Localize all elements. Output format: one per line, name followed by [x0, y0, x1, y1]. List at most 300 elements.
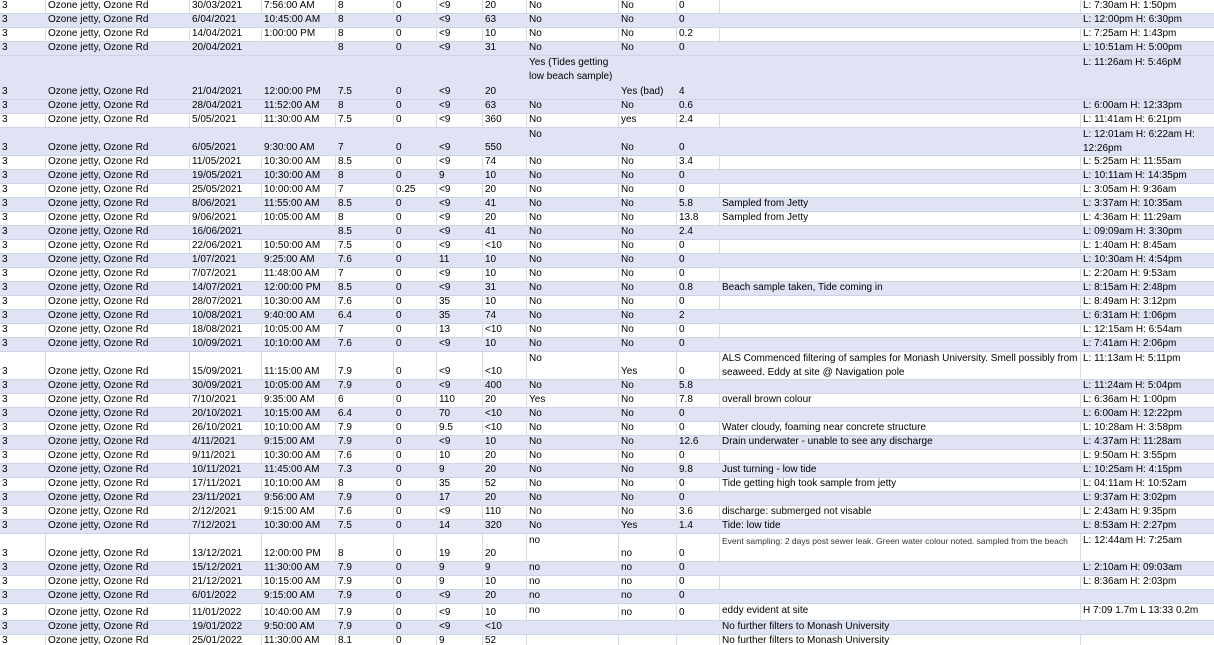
comments-cell[interactable]: discharge: submerged not visable	[722, 506, 872, 517]
table-row[interactable]	[0, 576, 1214, 590]
ph-cell[interactable]: 8.5	[338, 156, 352, 167]
ph-cell[interactable]: 7.6	[338, 450, 352, 461]
ecoli-cell[interactable]: <9	[439, 268, 451, 279]
rainfall-mm-cell[interactable]: 4	[679, 86, 685, 97]
ecoli-cell[interactable]: <9	[439, 366, 451, 377]
tide-cell[interactable]: L: 10:25am H: 4:15pm	[1083, 464, 1182, 475]
site-name-cell[interactable]: Ozone jetty, Ozone Rd	[48, 310, 149, 321]
ph-cell[interactable]: 8.5	[338, 226, 352, 237]
odour-cell[interactable]: No	[529, 478, 542, 489]
ph-cell[interactable]: 7.9	[338, 607, 352, 618]
discolouration-cell[interactable]: No	[621, 478, 634, 489]
site-number-cell[interactable]: 3	[2, 170, 8, 181]
date-cell[interactable]: 28/04/2021	[192, 100, 243, 111]
site-name-cell[interactable]: Ozone jetty, Ozone Rd	[48, 14, 149, 25]
rainfall-mm-cell[interactable]: 0	[679, 478, 685, 489]
tide-cell[interactable]: L: 11:24am H: 5:04pm	[1083, 380, 1182, 391]
time-cell[interactable]: 11:30:00 AM	[264, 114, 320, 125]
rain-cell[interactable]: 0	[396, 338, 402, 349]
tide-cell[interactable]: L: 7:41am H: 2:06pm	[1083, 338, 1177, 349]
table-row[interactable]	[0, 450, 1214, 464]
comments-cell[interactable]: Tide: low tide	[722, 520, 781, 531]
site-number-cell[interactable]: 3	[2, 296, 8, 307]
time-cell[interactable]: 10:05:00 AM	[264, 380, 321, 391]
rain-cell[interactable]: 0	[396, 156, 402, 167]
site-name-cell[interactable]: Ozone jetty, Ozone Rd	[48, 198, 149, 209]
ecoli-cell[interactable]: 35	[439, 296, 451, 307]
rain-cell[interactable]: 0	[396, 42, 402, 53]
date-cell[interactable]: 15/12/2021	[192, 562, 243, 573]
rain-cell[interactable]: 0	[396, 450, 402, 461]
odour-cell[interactable]: no	[529, 605, 541, 616]
enterococci-cell[interactable]: 110	[485, 506, 501, 517]
ph-cell[interactable]: 7	[338, 184, 344, 195]
time-cell[interactable]: 10:10:00 AM	[264, 338, 321, 349]
site-name-cell[interactable]: Ozone jetty, Ozone Rd	[48, 324, 149, 335]
rainfall-mm-cell[interactable]: 0	[679, 492, 685, 503]
tide-cell[interactable]: L: 10:11am H: 14:35pm	[1083, 170, 1187, 181]
site-number-cell[interactable]: 3	[2, 184, 8, 195]
rainfall-mm-cell[interactable]: 0	[679, 324, 685, 335]
ecoli-cell[interactable]: 9	[439, 635, 445, 645]
site-name-cell[interactable]: Ozone jetty, Ozone Rd	[48, 184, 149, 195]
rainfall-mm-cell[interactable]: 0	[679, 607, 685, 618]
odour-cell[interactable]: No	[529, 170, 542, 181]
tide-cell[interactable]: L: 12:15am H: 6:54am	[1083, 324, 1182, 335]
rainfall-mm-cell[interactable]: 0	[679, 562, 685, 573]
date-cell[interactable]: 26/10/2021	[192, 422, 243, 433]
time-cell[interactable]: 11:30:00 AM	[264, 562, 320, 573]
date-cell[interactable]: 10/08/2021	[192, 310, 243, 321]
rain-cell[interactable]: 0	[396, 0, 402, 11]
tide-cell[interactable]: L: 6:31am H: 1:06pm	[1083, 310, 1177, 321]
rainfall-mm-cell[interactable]: 0	[679, 42, 685, 53]
rainfall-mm-cell[interactable]: 0	[679, 240, 685, 251]
rain-cell[interactable]: 0	[396, 324, 402, 335]
enterococci-cell[interactable]: 10	[485, 436, 497, 447]
table-row[interactable]	[0, 436, 1214, 450]
table-row[interactable]	[0, 422, 1214, 436]
ecoli-cell[interactable]: <9	[439, 86, 451, 97]
discolouration-cell[interactable]: no	[621, 590, 633, 601]
comments-cell[interactable]: eddy evident at site	[722, 605, 809, 616]
rain-cell[interactable]: 0	[396, 310, 402, 321]
date-cell[interactable]: 7/07/2021	[192, 268, 237, 279]
rain-cell[interactable]: 0	[396, 492, 402, 503]
rainfall-mm-cell[interactable]: 1.4	[679, 520, 693, 531]
odour-cell[interactable]: No	[529, 268, 542, 279]
rainfall-mm-cell[interactable]: 5.8	[679, 198, 693, 209]
tide-cell[interactable]: L: 7:25am H: 1:43pm	[1083, 28, 1177, 39]
time-cell[interactable]: 12:00:00 PM	[264, 282, 321, 293]
enterococci-cell[interactable]: 10	[485, 576, 497, 587]
tide-cell[interactable]: L: 5:25am H: 11:55am	[1083, 156, 1182, 167]
ecoli-cell[interactable]: 9	[439, 170, 445, 181]
ph-cell[interactable]: 8.5	[338, 282, 352, 293]
enterococci-cell[interactable]: 20	[485, 0, 497, 11]
ph-cell[interactable]: 7.9	[338, 422, 352, 433]
discolouration-cell[interactable]: No	[621, 380, 634, 391]
date-cell[interactable]: 6/05/2021	[192, 142, 237, 153]
ph-cell[interactable]: 7	[338, 324, 344, 335]
time-cell[interactable]: 11:15:00 AM	[264, 366, 320, 377]
rain-cell[interactable]: 0	[396, 506, 402, 517]
table-row[interactable]	[0, 100, 1214, 114]
odour-cell[interactable]: Yes	[529, 394, 546, 405]
table-row[interactable]	[0, 226, 1214, 240]
date-cell[interactable]: 28/07/2021	[192, 296, 243, 307]
tide-cell[interactable]: L: 8:15am H: 2:48pm	[1083, 282, 1177, 293]
site-number-cell[interactable]: 3	[2, 548, 8, 559]
enterococci-cell[interactable]: 52	[485, 478, 497, 489]
rainfall-mm-cell[interactable]: 2	[679, 310, 685, 321]
discolouration-cell[interactable]: No	[621, 198, 634, 209]
site-name-cell[interactable]: Ozone jetty, Ozone Rd	[48, 296, 149, 307]
tide-cell[interactable]: L: 09:09am H: 3:30pm	[1083, 226, 1182, 237]
tide-cell[interactable]: L: 11:41am H: 6:21pm	[1083, 114, 1182, 125]
time-cell[interactable]: 10:30:00 AM	[264, 170, 321, 181]
rain-cell[interactable]: 0.25	[396, 184, 416, 195]
site-name-cell[interactable]: Ozone jetty, Ozone Rd	[48, 226, 149, 237]
rain-cell[interactable]: 0	[396, 621, 402, 632]
ph-cell[interactable]: 7.9	[338, 436, 352, 447]
table-row[interactable]	[0, 534, 1214, 562]
table-row[interactable]	[0, 492, 1214, 506]
rain-cell[interactable]: 0	[396, 520, 402, 531]
enterococci-cell[interactable]: 52	[485, 635, 497, 645]
discolouration-cell[interactable]: No	[621, 324, 634, 335]
tide-cell[interactable]: L: 11:26am H: 5:46pM	[1083, 57, 1182, 68]
ph-cell[interactable]: 8.1	[338, 635, 352, 645]
site-name-cell[interactable]: Ozone jetty, Ozone Rd	[48, 380, 149, 391]
tide-cell[interactable]: L: 8:53am H: 2:27pm	[1083, 520, 1177, 531]
discolouration-cell[interactable]: No	[621, 156, 634, 167]
rain-cell[interactable]: 0	[396, 170, 402, 181]
ecoli-cell[interactable]: <9	[439, 0, 451, 11]
comments-cell[interactable]	[720, 128, 1081, 154]
enterococci-cell[interactable]: 10	[485, 254, 497, 265]
time-cell[interactable]: 9:15:00 AM	[264, 506, 315, 517]
table-row[interactable]	[0, 156, 1214, 170]
time-cell[interactable]: 11:55:00 AM	[264, 198, 320, 209]
site-name-cell[interactable]: Ozone jetty, Ozone Rd	[48, 548, 149, 559]
site-number-cell[interactable]: 3	[2, 324, 8, 335]
rain-cell[interactable]: 0	[396, 607, 402, 618]
ecoli-cell[interactable]: 9	[439, 464, 445, 475]
site-number-cell[interactable]: 3	[2, 240, 8, 251]
discolouration-cell[interactable]: No	[621, 212, 634, 223]
site-name-cell[interactable]: Ozone jetty, Ozone Rd	[48, 0, 149, 11]
enterococci-cell[interactable]: 31	[485, 282, 497, 293]
table-row[interactable]	[0, 56, 1214, 100]
table-row[interactable]	[0, 562, 1214, 576]
tide-cell[interactable]: L: 9:37am H: 3:02pm	[1083, 492, 1177, 503]
discolouration-cell[interactable]: No	[621, 268, 634, 279]
ph-cell[interactable]: 8	[338, 0, 344, 11]
comments-cell[interactable]: Drain underwater - unable to see any discharge	[722, 436, 933, 447]
comments-cell[interactable]: ALS Commenced filtering of samples for Monash University. Smell possibly from seaweed. Eddy at site @ Navigation pole	[722, 353, 1078, 378]
odour-cell[interactable]: No	[529, 310, 542, 321]
time-cell[interactable]: 10:30:00 AM	[264, 296, 321, 307]
site-number-cell[interactable]: 3	[2, 506, 8, 517]
comments-cell[interactable]: No further filters to Monash University	[722, 621, 890, 632]
site-name-cell[interactable]: Ozone jetty, Ozone Rd	[48, 590, 149, 601]
discolouration-cell[interactable]: No	[621, 464, 634, 475]
enterococci-cell[interactable]: 20	[485, 464, 497, 475]
enterococci-cell[interactable]: 74	[485, 156, 497, 167]
rainfall-mm-cell[interactable]: 2.4	[679, 114, 693, 125]
site-name-cell[interactable]: Ozone jetty, Ozone Rd	[48, 464, 149, 475]
tide-cell[interactable]: L: 6:00am H: 12:22pm	[1083, 408, 1182, 419]
discolouration-cell[interactable]: No	[621, 100, 634, 111]
rain-cell[interactable]: 0	[396, 590, 402, 601]
odour-cell[interactable]: No	[529, 226, 542, 237]
tide-cell[interactable]: L: 2:20am H: 9:53am	[1083, 268, 1177, 279]
time-cell[interactable]: 10:10:00 AM	[264, 422, 321, 433]
enterococci-cell[interactable]: 20	[485, 86, 497, 97]
odour-cell[interactable]: No	[529, 156, 542, 167]
tide-cell[interactable]: L: 2:43am H: 9:35pm	[1083, 506, 1177, 517]
table-row[interactable]	[0, 464, 1214, 478]
time-cell[interactable]: 7:56:00 AM	[264, 0, 315, 11]
tide-cell[interactable]: L: 2:10am H: 09:03am	[1083, 562, 1182, 573]
odour-cell[interactable]: No	[529, 0, 542, 11]
rain-cell[interactable]: 0	[396, 394, 402, 405]
ph-cell[interactable]: 7.9	[338, 621, 352, 632]
rain-cell[interactable]: 0	[396, 114, 402, 125]
table-row[interactable]	[0, 338, 1214, 352]
ecoli-cell[interactable]: <9	[439, 212, 451, 223]
rain-cell[interactable]: 0	[396, 548, 402, 559]
ph-cell[interactable]: 7.9	[338, 380, 352, 391]
enterococci-cell[interactable]: <10	[485, 240, 502, 251]
ph-cell[interactable]: 7.9	[338, 366, 352, 377]
enterococci-cell[interactable]: <10	[485, 422, 502, 433]
odour-cell[interactable]: no	[529, 590, 541, 601]
rain-cell[interactable]: 0	[396, 436, 402, 447]
time-cell[interactable]: 9:15:00 AM	[264, 590, 315, 601]
date-cell[interactable]: 6/04/2021	[192, 14, 237, 25]
discolouration-cell[interactable]: No	[621, 226, 634, 237]
ecoli-cell[interactable]: <9	[439, 114, 451, 125]
ecoli-cell[interactable]: <9	[439, 142, 451, 153]
date-cell[interactable]: 7/12/2021	[192, 520, 237, 531]
ecoli-cell[interactable]: <9	[439, 506, 451, 517]
rain-cell[interactable]: 0	[396, 240, 402, 251]
time-cell[interactable]: 10:05:00 AM	[264, 324, 321, 335]
odour-cell[interactable]: No	[529, 380, 542, 391]
discolouration-cell[interactable]: No	[621, 506, 634, 517]
odour-cell[interactable]: No	[529, 198, 542, 209]
discolouration-cell[interactable]: Yes	[621, 366, 638, 377]
tide-cell[interactable]: L: 12:44am H: 7:25am	[1083, 535, 1182, 546]
enterococci-cell[interactable]: 20	[485, 184, 497, 195]
rainfall-mm-cell[interactable]: 3.6	[679, 506, 693, 517]
ph-cell[interactable]: 7.5	[338, 520, 352, 531]
ecoli-cell[interactable]: <9	[439, 156, 451, 167]
enterococci-cell[interactable]: 41	[485, 198, 497, 209]
time-cell[interactable]: 10:30:00 AM	[264, 520, 321, 531]
ph-cell[interactable]: 7.6	[338, 254, 352, 265]
site-number-cell[interactable]: 3	[2, 394, 8, 405]
site-name-cell[interactable]: Ozone jetty, Ozone Rd	[48, 338, 149, 349]
site-name-cell[interactable]: Ozone jetty, Ozone Rd	[48, 520, 149, 531]
date-cell[interactable]: 9/06/2021	[192, 212, 237, 223]
table-row[interactable]	[0, 198, 1214, 212]
time-cell[interactable]: 11:48:00 AM	[264, 268, 320, 279]
rain-cell[interactable]: 0	[396, 212, 402, 223]
odour-cell[interactable]: No	[529, 212, 542, 223]
enterococci-cell[interactable]: 550	[485, 142, 502, 153]
rain-cell[interactable]: 0	[396, 422, 402, 433]
enterococci-cell[interactable]: 20	[485, 394, 497, 405]
ecoli-cell[interactable]: 19	[439, 548, 451, 559]
odour-cell[interactable]: no	[529, 535, 541, 546]
table-row[interactable]	[0, 170, 1214, 184]
site-name-cell[interactable]: Ozone jetty, Ozone Rd	[48, 576, 149, 587]
ph-cell[interactable]: 8	[338, 14, 344, 25]
site-name-cell[interactable]: Ozone jetty, Ozone Rd	[48, 408, 149, 419]
site-name-cell[interactable]: Ozone jetty, Ozone Rd	[48, 635, 149, 645]
ph-cell[interactable]: 7	[338, 142, 344, 153]
site-number-cell[interactable]: 3	[2, 422, 8, 433]
enterococci-cell[interactable]: 9	[485, 562, 491, 573]
site-number-cell[interactable]: 3	[2, 635, 8, 645]
ecoli-cell[interactable]: 10	[439, 450, 451, 461]
tide-cell[interactable]: L: 1:40am H: 8:45am	[1083, 240, 1177, 251]
time-cell[interactable]: 9:25:00 AM	[264, 254, 315, 265]
enterococci-cell[interactable]: 10	[485, 607, 497, 618]
rainfall-mm-cell[interactable]: 0	[679, 268, 685, 279]
odour-cell[interactable]: No	[529, 254, 542, 265]
rainfall-mm-cell[interactable]: 5.8	[679, 380, 693, 391]
table-row[interactable]	[0, 408, 1214, 422]
odour-cell[interactable]: No	[529, 353, 542, 364]
site-number-cell[interactable]: 3	[2, 562, 8, 573]
tide-cell[interactable]: L: 11:13am H: 5:11pm	[1083, 353, 1181, 364]
discolouration-cell[interactable]: No	[621, 310, 634, 321]
tide-cell[interactable]: L: 6:00am H: 12:33pm	[1083, 100, 1182, 111]
site-name-cell[interactable]: Ozone jetty, Ozone Rd	[48, 436, 149, 447]
rain-cell[interactable]: 0	[396, 198, 402, 209]
rainfall-mm-cell[interactable]: 2.4	[679, 226, 693, 237]
rainfall-mm-cell[interactable]: 0	[679, 576, 685, 587]
enterococci-cell[interactable]: <10	[485, 366, 502, 377]
date-cell[interactable]: 13/12/2021	[192, 548, 243, 559]
discolouration-cell[interactable]: No	[621, 240, 634, 251]
discolouration-cell[interactable]: No	[621, 254, 634, 265]
date-cell[interactable]: 18/08/2021	[192, 324, 243, 335]
discolouration-cell[interactable]: No	[621, 394, 634, 405]
ecoli-cell[interactable]: <9	[439, 42, 451, 53]
discolouration-cell[interactable]: No	[621, 338, 634, 349]
time-cell[interactable]: 9:56:00 AM	[264, 492, 315, 503]
date-cell[interactable]: 21/04/2021	[192, 86, 243, 97]
table-row[interactable]	[0, 212, 1214, 226]
table-row[interactable]	[0, 394, 1214, 408]
enterococci-cell[interactable]: <10	[485, 408, 502, 419]
site-number-cell[interactable]: 3	[2, 100, 8, 111]
date-cell[interactable]: 17/11/2021	[192, 478, 242, 489]
site-name-cell[interactable]: Ozone jetty, Ozone Rd	[48, 156, 149, 167]
time-cell[interactable]: 9:50:00 AM	[264, 621, 315, 632]
enterococci-cell[interactable]: 400	[485, 380, 502, 391]
site-number-cell[interactable]: 3	[2, 450, 8, 461]
odour-cell[interactable]: No	[529, 450, 542, 461]
time-cell[interactable]: 11:45:00 AM	[264, 464, 320, 475]
ecoli-cell[interactable]: <9	[439, 282, 451, 293]
table-row[interactable]	[0, 520, 1214, 534]
time-cell[interactable]: 10:00:00 AM	[264, 184, 321, 195]
site-number-cell[interactable]: 3	[2, 576, 8, 587]
rainfall-mm-cell[interactable]: 0.2	[679, 28, 693, 39]
comments-cell[interactable]: Just turning - low tide	[722, 464, 817, 475]
tide-cell[interactable]: H 7:09 1.7m L 13:33 0.2m	[1083, 605, 1199, 616]
odour-cell[interactable]: No	[529, 240, 542, 251]
site-name-cell[interactable]: Ozone jetty, Ozone Rd	[48, 621, 149, 632]
rain-cell[interactable]: 0	[396, 226, 402, 237]
rainfall-mm-cell[interactable]: 0	[679, 142, 685, 153]
odour-cell[interactable]: no	[529, 562, 541, 573]
ph-cell[interactable]: 8	[338, 478, 344, 489]
date-cell[interactable]: 1/07/2021	[192, 254, 237, 265]
rainfall-mm-cell[interactable]: 13.8	[679, 212, 699, 223]
discolouration-cell[interactable]: No	[621, 170, 634, 181]
enterococci-cell[interactable]: 20	[485, 590, 497, 601]
ecoli-cell[interactable]: 9.5	[439, 422, 453, 433]
site-number-cell[interactable]: 3	[2, 436, 8, 447]
date-cell[interactable]: 20/10/2021	[192, 408, 243, 419]
site-name-cell[interactable]: Ozone jetty, Ozone Rd	[48, 142, 149, 153]
comments-cell[interactable]: No further filters to Monash University	[722, 635, 890, 645]
discolouration-cell[interactable]: no	[621, 607, 633, 618]
ph-cell[interactable]: 7.6	[338, 338, 352, 349]
time-cell[interactable]: 10:05:00 AM	[264, 212, 321, 223]
ecoli-cell[interactable]: 70	[439, 408, 451, 419]
tide-cell[interactable]: L: 8:36am H: 2:03pm	[1083, 576, 1177, 587]
date-cell[interactable]: 20/04/2021	[192, 42, 243, 53]
date-cell[interactable]: 15/09/2021	[192, 366, 243, 377]
odour-cell[interactable]: No	[529, 100, 542, 111]
rainfall-mm-cell[interactable]: 0	[679, 450, 685, 461]
odour-cell[interactable]: No	[529, 129, 542, 140]
odour-cell[interactable]: No	[529, 184, 542, 195]
site-number-cell[interactable]: 3	[2, 268, 8, 279]
ph-cell[interactable]: 7.9	[338, 576, 352, 587]
ph-cell[interactable]: 8	[338, 170, 344, 181]
date-cell[interactable]: 9/11/2021	[192, 450, 236, 461]
comments-cell[interactable]: Event sampling: 2 days post sewer leak. Green water colour noted. sampled from the beach	[722, 536, 1068, 546]
tide-cell[interactable]: L: 4:36am H: 11:29am	[1083, 212, 1182, 223]
rainfall-mm-cell[interactable]: 9.8	[679, 464, 693, 475]
time-cell[interactable]: 12:00:00 PM	[264, 86, 321, 97]
tide-cell[interactable]: L: 12:01am H: 6:22am H: 12:26pm	[1083, 129, 1195, 154]
ph-cell[interactable]: 8	[338, 212, 344, 223]
rain-cell[interactable]: 0	[396, 86, 402, 97]
tide-cell[interactable]: L: 04:11am H: 10:52am	[1083, 478, 1187, 489]
tide-cell[interactable]: L: 7:30am H: 1:50pm	[1083, 0, 1177, 11]
time-cell[interactable]: 9:30:00 AM	[264, 142, 315, 153]
table-row[interactable]	[0, 324, 1214, 338]
table-row[interactable]	[0, 114, 1214, 128]
date-cell[interactable]: 25/05/2021	[192, 184, 243, 195]
date-cell[interactable]: 10/09/2021	[192, 338, 243, 349]
date-cell[interactable]: 14/07/2021	[192, 282, 243, 293]
time-cell[interactable]: 11:30:00 AM	[264, 635, 320, 645]
site-number-cell[interactable]: 3	[2, 366, 8, 377]
rain-cell[interactable]: 0	[396, 254, 402, 265]
time-cell[interactable]: 9:35:00 AM	[264, 394, 315, 405]
